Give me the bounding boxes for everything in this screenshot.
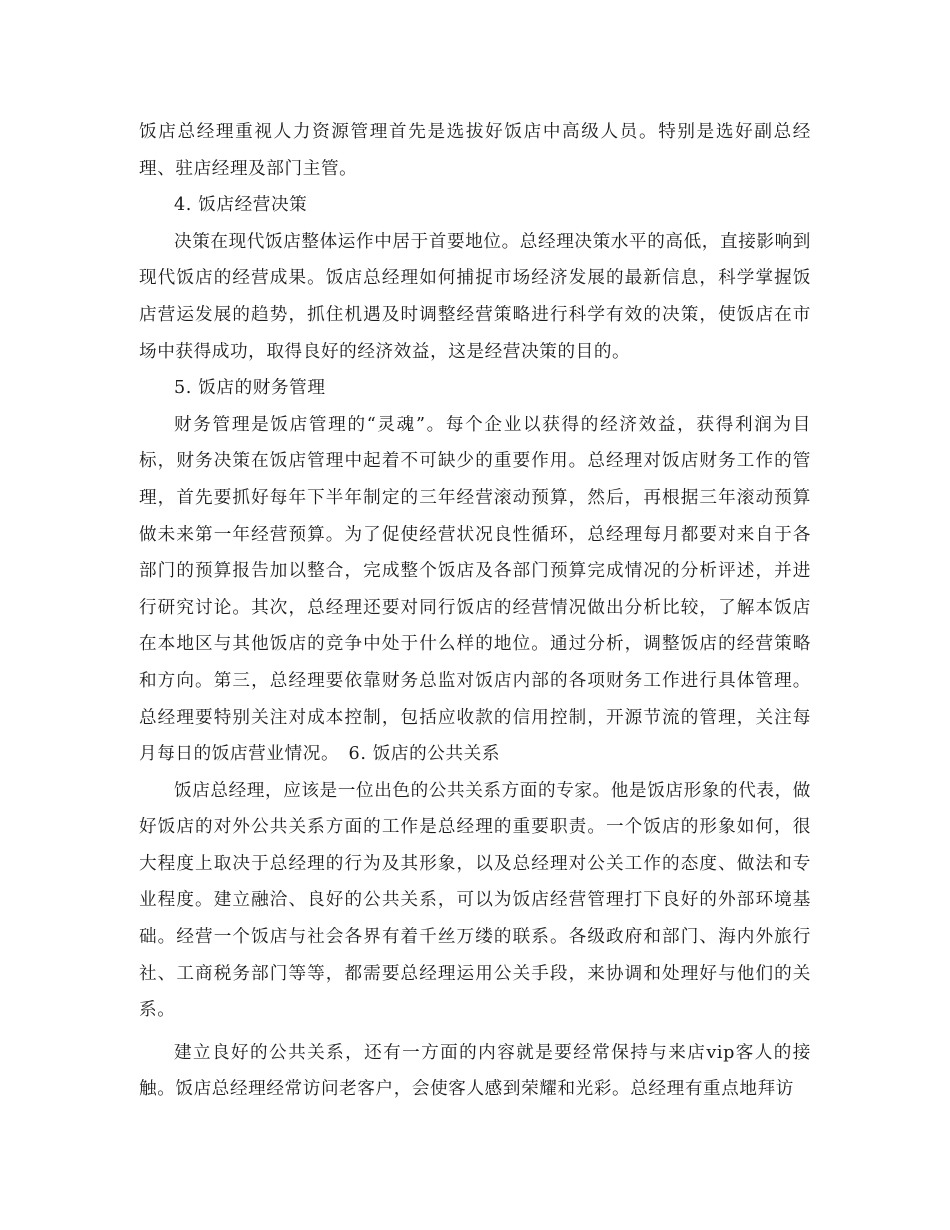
paragraph-financial-management: 财务管理是饭店管理的“灵魂”。每个企业以获得的经济效益，获得利润为目标，财务决策在饭店管理中起着不可缺少的重要作用。总经理对饭店财务工作的管理，首先要抓好每年下半年制定的三年经营滚动预算，然后，再根据三年滚动预算做未来第一年经营预算。为了促使经营状况良性循环，总经理每月都要对来自于各部门的预算报告加以整合，完成整个饭店及各部门预算完成情况的分析评述，并进行研究讨论。其次，总经理还要对同行饭店的经营情况做出分析比较，了解本饭店在本地区与其他饭店的竞争中处于什么样的地位。通过分析，调整饭店的经营策略和方向。第三，总经理要依靠财务总监对饭店内部的各项财务工作进行具体管理。总经理要特别关注对成本控制，包括应收款的信用控制，开源节流的管理，关注每月每日的饭店营业情况。 6. 饭店的公共关系 [139, 414, 811, 765]
paragraph-vip-relations: 建立良好的公共关系，还有一方面的内容就是要经常保持与来店vip客人的接触。饭店总经理经常访问老客户，会使客人感到荣耀和光彩。总经理有重点地拜访 [139, 1042, 811, 1100]
heading-business-decision: 4. 饭店经营决策 [174, 195, 308, 216]
paragraph-public-relations: 饭店总经理，应该是一位出色的公共关系方面的专家。他是饭店形象的代表，做好饭店的对外公共关系方面的工作是总经理的重要职责。一个饭店的形象如何，很大程度上取决于总经理的行为及其形象，以及总经理对公关工作的态度、做法和专业程度。建立融洽、良好的公共关系，可以为饭店经营管理打下良好的外部环境基础。经营一个饭店与社会各界有着千丝万缕的联系。各级政府和部门、海内外旅行社、工商税务部门等等，都需要总经理运用公关手段，来协调和处理好与他们的关系。 [139, 780, 811, 1021]
heading-financial-management: 5. 饭店的财务管理 [174, 378, 326, 399]
document-page [139, 114, 811, 1108]
paragraph-business-decision: 决策在现代饭店整体运作中居于首要地位。总经理决策水平的高低，直接影响到现代饭店的经营成果。饭店总经理如何捕捉市场经济发展的最新信息，科学掌握饭店营运发展的趋势，抓住机遇及时调整经营策略进行科学有效的决策，使饭店在市场中获得成功，取得良好的经济效益，这是经营决策的目的。 [139, 231, 811, 362]
paragraph-hr-management: 饭店总经理重视人力资源管理首先是选拔好饭店中高级人员。特别是选好副总经理、驻店经理及部门主管。 [139, 122, 811, 179]
